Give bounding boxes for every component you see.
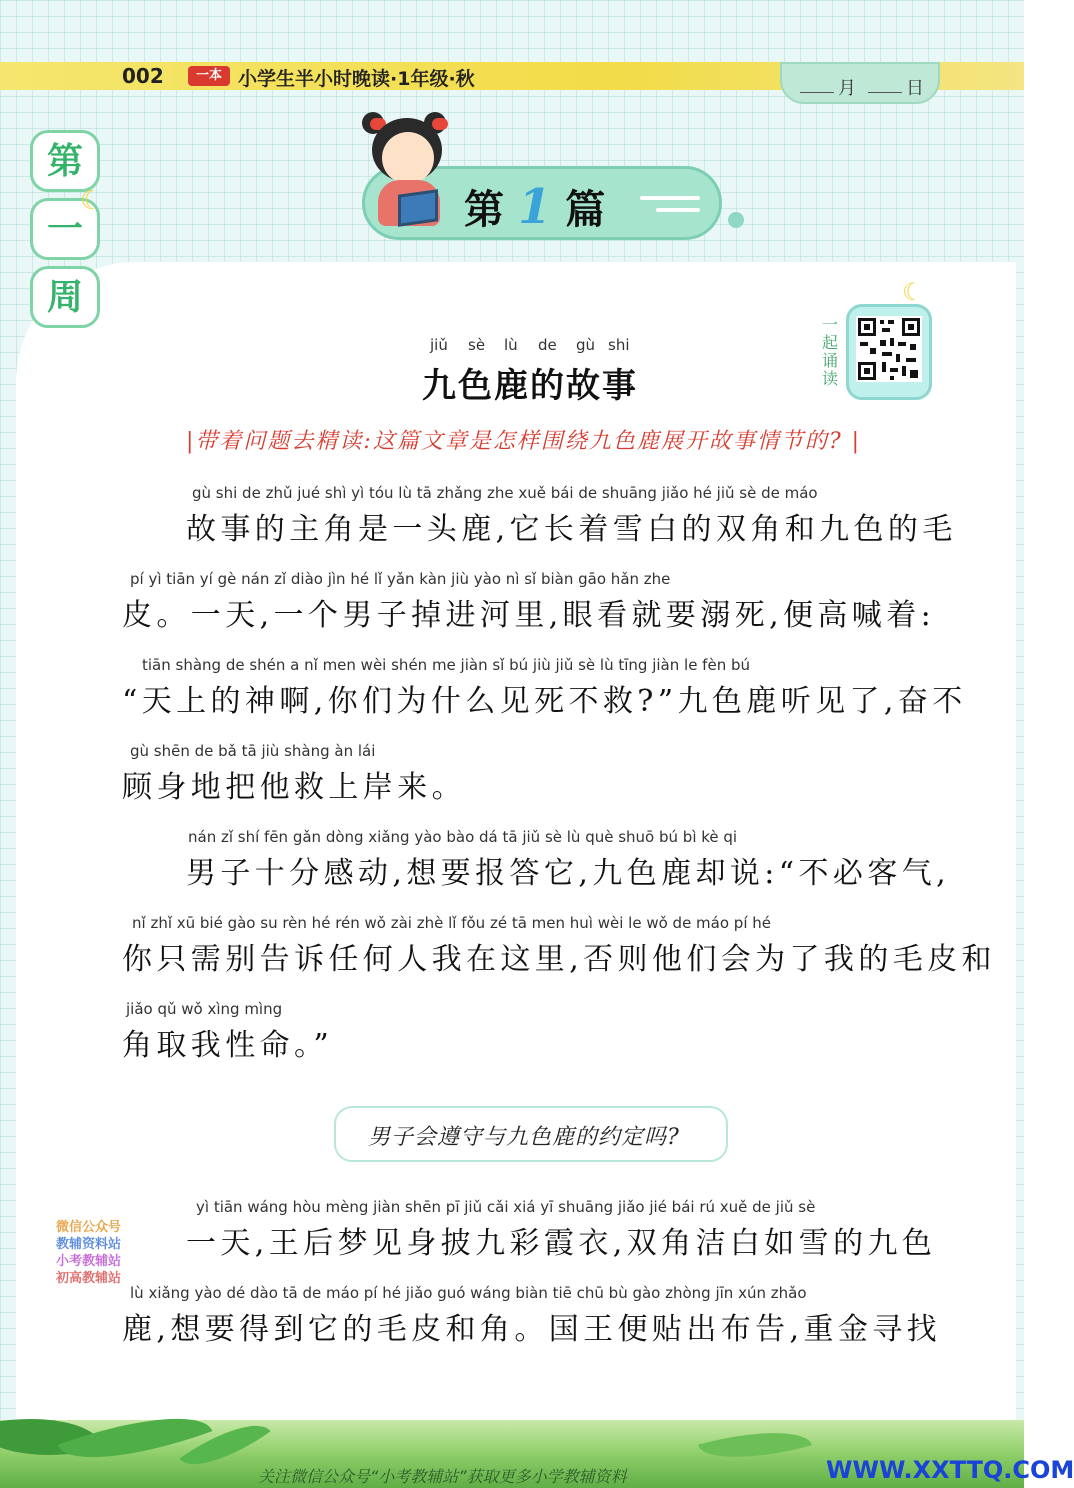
pinyin-row: gù shi de zhǔ jué shì yì tóu lù tā zhǎng zhe xuě bái de shuāng jiǎo hé jiǔ sè de máo — [192, 484, 818, 502]
brand-badge: 一本 — [188, 66, 230, 86]
title-pinyin: sè — [468, 336, 486, 354]
hanzi-row: 顾身地把他救上岸来。 — [122, 770, 466, 805]
week-tab-3: 周 — [30, 266, 100, 328]
book-icon — [398, 189, 438, 227]
chapter-prefix: 第 — [464, 186, 504, 233]
hanzi-row: 故事的主角是一头鹿,它长着雪白的双角和九色的毛 — [186, 512, 957, 547]
text-line — [0, 828, 1024, 908]
banner-dot — [728, 212, 744, 228]
text-line — [0, 570, 1024, 650]
hanzi-row: 角取我性命。” — [122, 1028, 334, 1063]
chapter-number: 1 — [517, 179, 552, 235]
watermark-line: 微信公众号 — [56, 1220, 122, 1235]
hanzi-row: 你只需别告诉任何人我在这里,否则他们会为了我的毛皮和 — [122, 942, 996, 977]
text-line — [0, 742, 1024, 822]
guide-question: |带着问题去精读:这篇文章是怎样围绕九色鹿展开故事情节的? | — [186, 429, 862, 454]
date-tab — [780, 62, 940, 104]
swirl-decoration — [640, 196, 700, 200]
pinyin-row: gù shēn de bǎ tā jiù shàng àn lái — [130, 742, 376, 760]
hanzi-row: 皮。一天,一个男子掉进河里,眼看就要溺死,便高喊着: — [122, 598, 936, 633]
chapter-label — [464, 178, 605, 235]
pinyin-row: nán zǐ shí fēn gǎn dòng xiǎng yào bào dá tā jiǔ sè lù què shuō bú bì kè qi — [188, 828, 738, 846]
pinyin-row: jiǎo qǔ wǒ xìng mìng — [126, 1000, 283, 1018]
text-line — [0, 484, 1024, 564]
hanzi-row: 鹿,想要得到它的毛皮和角。国王便贴出布告,重金寻找 — [122, 1312, 942, 1347]
page-number: 002 — [122, 64, 164, 88]
pinyin-row: yì tiān wáng hòu mèng jiàn shēn pī jiǔ cǎi xiá yī shuāng jiǎo jié bái rú xuě de jiǔ sè — [196, 1198, 816, 1216]
month-blank — [800, 92, 834, 93]
qr-code-icon[interactable] — [856, 316, 922, 382]
swirl-decoration — [656, 208, 700, 212]
footer-note: 关注微信公众号“小考教辅站”获取更多小学教辅资料 — [258, 1467, 627, 1486]
story-title: 九色鹿的故事 — [422, 366, 638, 406]
question-bubble-text: 男子会遵守与九色鹿的约定吗? — [368, 1125, 680, 1150]
pinyin-row: pí yì tiān yí gè nán zǐ diào jìn hé lǐ yǎn kàn jiù yào nì sǐ biàn gāo hǎn zhe — [130, 570, 671, 588]
title-pinyin: jiǔ — [430, 336, 448, 354]
chapter-suffix: 篇 — [565, 186, 606, 233]
day-label: 日 — [906, 78, 924, 99]
pinyin-row: nǐ zhǐ xū bié gào su rèn hé rén wǒ zài zhè lǐ fǒu zé tā men huì wèi le wǒ de máo pí hé — [132, 914, 772, 932]
text-line — [0, 1000, 1024, 1080]
text-line — [0, 1198, 1024, 1278]
week-tab-1: 第 — [30, 130, 100, 192]
pinyin-row: lù xiǎng yào dé dào tā de máo pí hé jiǎo guó wáng biàn tiē chū bù gào zhòng jīn xún zhǎo — [130, 1284, 807, 1302]
watermark-line: 初高教辅站 — [56, 1271, 122, 1286]
girl-bow-right — [432, 118, 448, 130]
watermark-line: 小考教辅站 — [56, 1254, 122, 1269]
hanzi-row: “天上的神啊,你们为什么见死不救?”九色鹿听见了,奋不 — [122, 684, 967, 719]
week-tab-2: 一 — [30, 198, 100, 260]
title-pinyin: lù — [504, 336, 518, 354]
text-line — [0, 656, 1024, 736]
day-blank — [868, 92, 902, 93]
hanzi-row: 一天,王后梦见身披九彩霞衣,双角洁白如雪的九色 — [186, 1226, 937, 1261]
month-label: 月 — [838, 78, 856, 99]
title-pinyin: de — [538, 336, 557, 354]
moon-icon: ☾ — [80, 186, 104, 216]
watermark-line: 教辅资料站 — [56, 1237, 122, 1252]
girl-illustration-face — [382, 132, 434, 184]
moon-icon: ☾ — [902, 278, 924, 306]
text-line — [0, 914, 1024, 994]
qr-label: 一起诵读 — [822, 315, 839, 388]
text-line — [0, 1284, 1024, 1364]
book-title: 小学生半小时晚读·1年级·秋 — [238, 68, 475, 90]
title-pinyin: shi — [608, 336, 630, 354]
hanzi-row: 男子十分感动,想要报答它,九色鹿却说:“不必客气, — [186, 856, 951, 891]
footer-url[interactable]: WWW.XXTTQ.COM — [826, 1456, 1074, 1484]
pinyin-row: tiān shàng de shén a nǐ men wèi shén me jiàn sǐ bú jiù jiǔ sè lù tīng jiàn le fèn bú — [142, 656, 750, 674]
title-pinyin: gù — [576, 336, 596, 354]
